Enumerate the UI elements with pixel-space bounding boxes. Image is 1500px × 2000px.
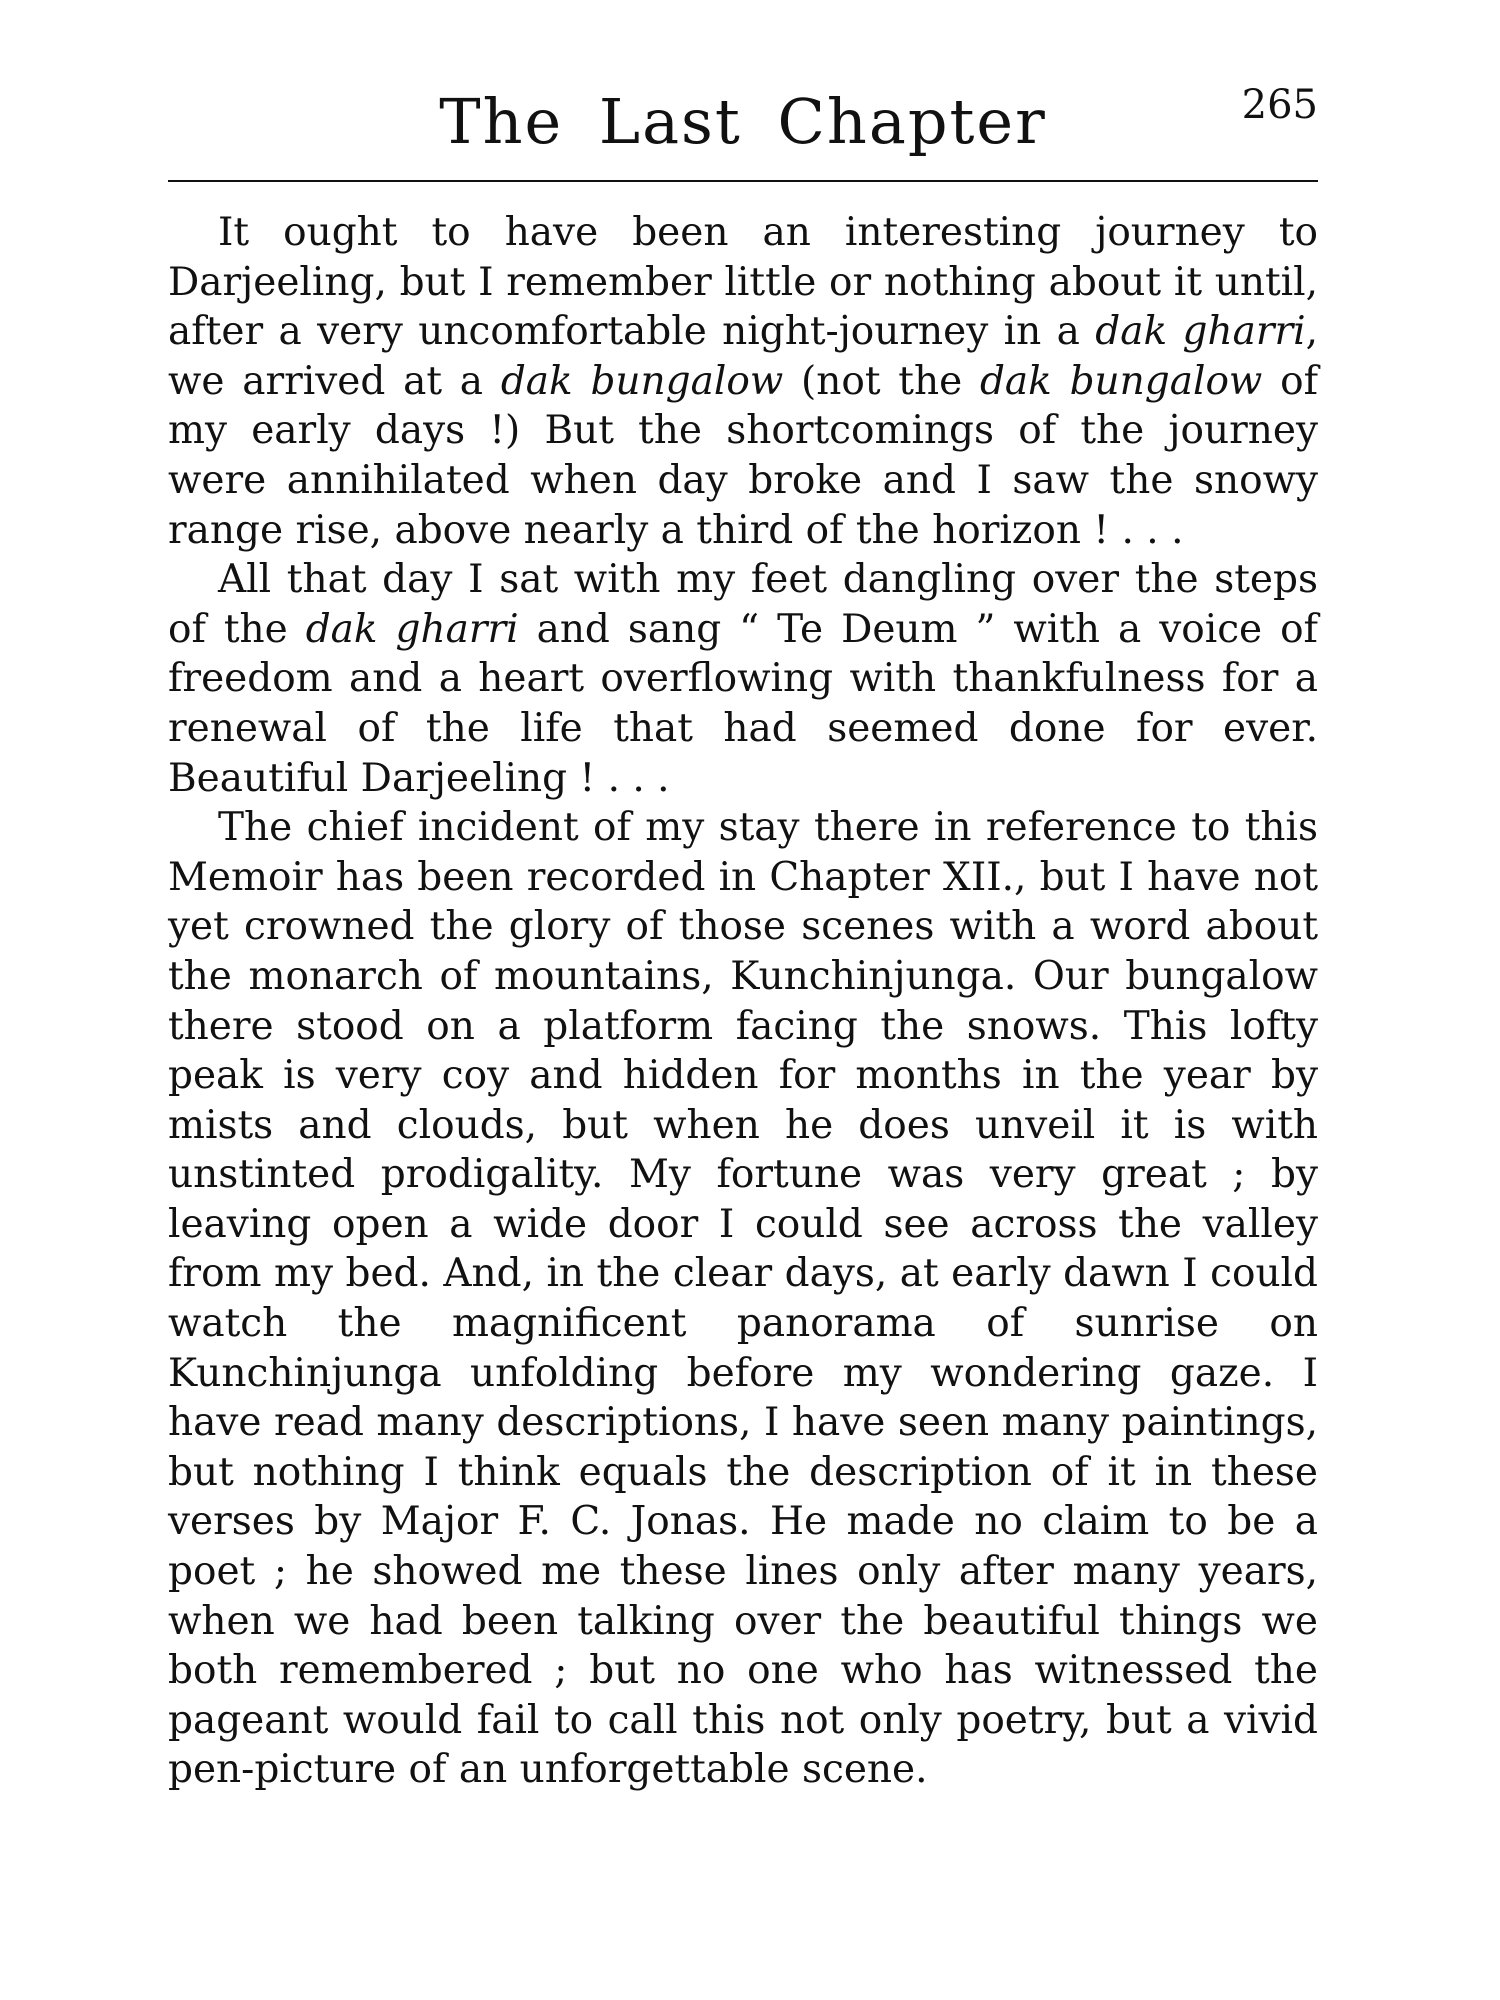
text-run: of my early days !) But the shortcomings of the journey were annihilated when day broke and I saw the snowy range rise, above nearly a third of the horizon ! . . . — [168, 358, 1319, 553]
paragraph — [168, 803, 1318, 1795]
paragraph — [168, 208, 1318, 555]
page-number: 265 — [1241, 82, 1318, 128]
italic-phrase: dak gharri — [1095, 309, 1306, 355]
text-run: , we arrived at a — [168, 309, 1318, 404]
body-text — [168, 208, 1318, 1795]
text-run: All that day I sat with my feet dangling over the steps of the — [168, 557, 1318, 652]
text-run: and sang “ Te Deum ” with a voice of freedom and a heart overflowing with thankfulness for a renewal of the life that had seemed done for ever. Beautiful Darjeeling ! . . . — [168, 606, 1318, 801]
text-run: The chief incident of my stay there in reference to this Memoir has been recorded in Chapter XII., but I have not yet crowned the glory of those scenes with a word about the monarch of mountains, Kunchinjunga. Our bungalow there stood on a platform facing the snows. This lofty peak is very coy and hidden for months in the year by mists and clouds, but when he does unveil it is with unstinted prodigality. My fortune was very great ; by leaving open a wide door I could see across the valley from my bed. And, in the clear days, at early dawn I could watch the magnificent panorama of sunrise on Kunchinjunga unfolding before my wondering gaze. I have read many descriptions, I have seen many paintings, but nothing I think equals the description of it in these verses by Major F. C. Jonas. He made no claim to be a poet ; he showed me these lines only after many years, when we had been talking over the beautiful things we both remembered ; but no one who has witnessed the pageant would fail to call this not only poetry, but a vivid pen-picture of an unforgettable scene. — [168, 805, 1318, 1793]
text-run: It ought to have been an interesting journey to Darjeeling, but I remember little or nothing about it until, after a very uncomfortable night-journey in a — [168, 210, 1318, 355]
italic-phrase: dak bungalow — [500, 358, 784, 404]
text-run: (not the — [783, 358, 980, 404]
running-head — [168, 82, 1318, 162]
header-rule — [168, 180, 1318, 182]
italic-phrase: dak bungalow — [979, 358, 1263, 404]
italic-phrase: dak gharri — [305, 606, 519, 652]
paragraph — [168, 555, 1318, 803]
chapter-title: The Last Chapter — [439, 85, 1047, 158]
